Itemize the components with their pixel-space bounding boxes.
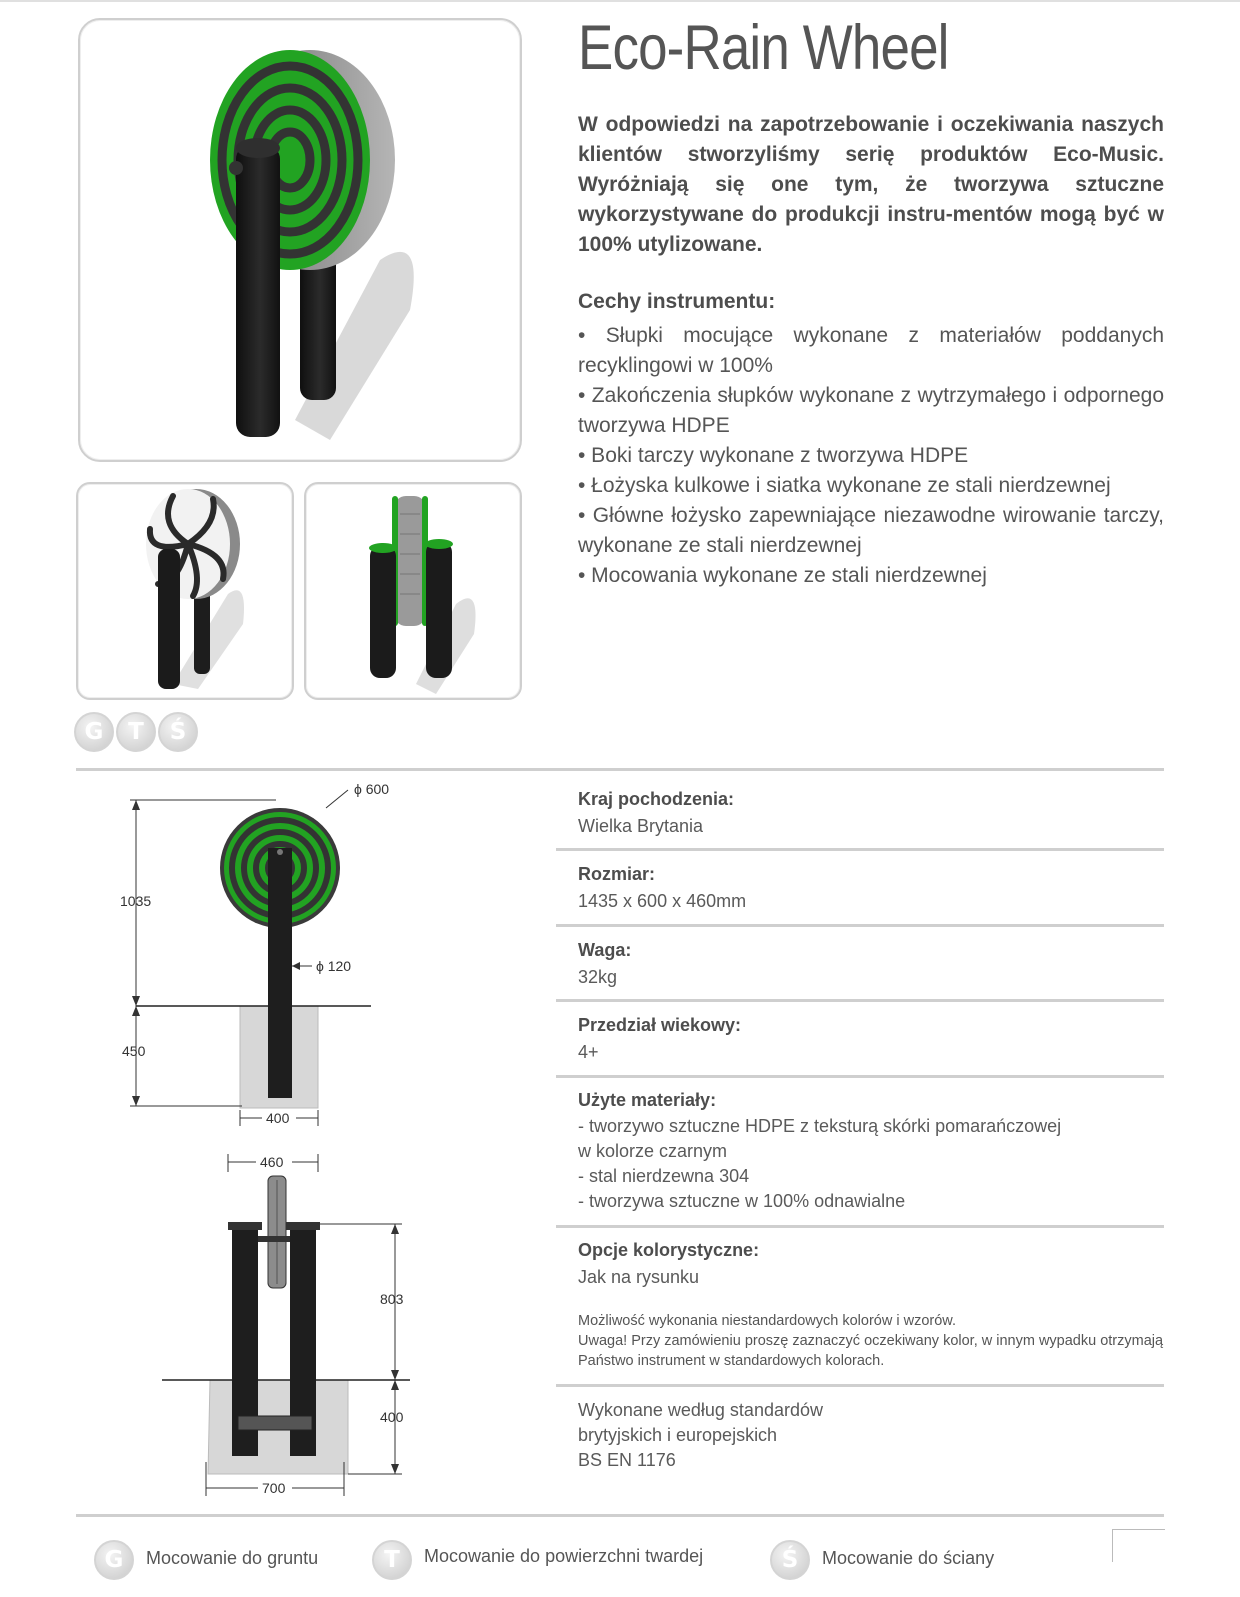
- thumbnail-side-view[interactable]: [304, 482, 522, 700]
- custom-colors-note: [578, 1311, 1164, 1371]
- footer-divider: [76, 1514, 1164, 1517]
- dim-wheel-width: 460: [260, 1154, 284, 1170]
- section-divider: [76, 768, 1164, 771]
- spec-age-label: Przedział wiekowy:: [578, 1015, 742, 1035]
- spec-divider: [556, 848, 1164, 851]
- spec-materials-value: - tworzywo sztuczne HDPE z teksturą skórki pomarańczowej w kolorze czarnym - stal nierdzewna 304 - tworzywa sztuczne w 100% odnawialne: [578, 1116, 1062, 1211]
- legend-wall-icon: Ś: [770, 1540, 810, 1580]
- spec-weight-value: 32kg: [578, 967, 618, 987]
- spec-divider: [556, 1075, 1164, 1078]
- spec-size-label: Rozmiar:: [578, 864, 656, 884]
- dim-wheel-diameter: ϕ 600: [354, 781, 390, 797]
- dim-post-height: 803: [380, 1291, 404, 1307]
- spec-divider: [556, 999, 1164, 1002]
- spec-origin-value: Wielka Brytania: [578, 816, 704, 836]
- badge-ground-mount-icon: G: [74, 712, 114, 752]
- rain-wheel-illustration: [80, 20, 520, 460]
- feature-item: • Łożyska kulkowe i siatka wykonane ze stali nierdzewnej: [578, 474, 1111, 497]
- page-title: Eco-Rain Wheel: [578, 13, 949, 83]
- thumbnail-white-wheel[interactable]: [76, 482, 294, 700]
- front-view-drawing: [76, 778, 462, 1130]
- feature-item: • Mocowania wykonane ze stali nierdzewnej: [578, 564, 987, 587]
- badge-hard-surface-mount-icon: T: [116, 712, 156, 752]
- dim-side-depth: 400: [380, 1409, 404, 1425]
- spec-origin-label: Kraj pochodzenia:: [578, 789, 735, 809]
- side-view-svg: [120, 1144, 480, 1504]
- dim-foundation-width: 400: [266, 1110, 290, 1126]
- features-list: [578, 321, 1164, 591]
- spec-colors-label: Opcje kolorystyczne:: [578, 1240, 760, 1260]
- white-wheel-illustration: [78, 484, 292, 698]
- legend-hard-surface-icon: T: [372, 1540, 412, 1580]
- legend-hard-surface-text: Mocowanie do powierzchni twardej: [424, 1546, 704, 1566]
- main-product-image: [78, 18, 522, 462]
- product-description: W odpowiedzi na zapotrzebowanie i oczekiwania naszych klientów stworzyliśmy serię produktów Eco-Music. Wyróżniają się one tym, że tworzywa sztuczne wykorzystywane do produkcji instru-mentów mogą być w 100% utylizowane.: [578, 113, 1164, 256]
- spec-divider: [556, 924, 1164, 927]
- feature-item: • Główne łożysko zapewniające niezawodne wirowanie tarczy, wykonane ze stali nierdzewnej: [578, 504, 1164, 557]
- feature-item: • Boki tarczy wykonane z tworzywa HDPE: [578, 444, 969, 467]
- dim-post-diameter: ϕ 120: [316, 958, 352, 974]
- spec-divider: [556, 1384, 1164, 1387]
- legend-ground-icon: G: [94, 1540, 134, 1580]
- features-heading: Cechy instrumentu:: [578, 290, 776, 313]
- dim-side-foundation-width: 700: [262, 1480, 286, 1496]
- spec-age-value: 4+: [578, 1042, 599, 1062]
- side-view-illustration: [306, 484, 520, 698]
- spec-materials-label: Użyte materiały:: [578, 1090, 717, 1110]
- note-line-1: Możliwość wykonania niestandardowych kolorów i wzorów.: [578, 1313, 956, 1329]
- side-view-drawing: [120, 1144, 480, 1504]
- dim-depth-below: 450: [122, 1043, 146, 1059]
- dim-height-above: 1035: [120, 893, 152, 909]
- spec-colors-value: Jak na rysunku: [578, 1267, 700, 1287]
- feature-item: • Zakończenia słupków wykonane z wytrzymałego i odpornego tworzywa HDPE: [578, 384, 1164, 437]
- legend-ground-text: Mocowanie do gruntu: [146, 1548, 319, 1568]
- spec-divider: [556, 1225, 1164, 1228]
- corner-mark: [1112, 1529, 1165, 1562]
- note-line-2: Uwaga! Przy zamówieniu proszę zaznaczyć oczekiwany kolor, w innym wypadku otrzymają Państwo instrument w standardowych kolorach.: [578, 1333, 1164, 1369]
- spec-size-value: 1435 x 600 x 460mm: [578, 891, 747, 911]
- legend-wall-text: Mocowanie do ściany: [822, 1548, 995, 1568]
- spec-weight-label: Waga:: [578, 940, 632, 960]
- feature-item: • Słupki mocujące wykonane z materiałów poddanych recyklingowi w 100%: [578, 324, 1164, 377]
- front-view-svg: [76, 778, 462, 1130]
- standards-text: Wykonane według standardów brytyjskich i europejskich BS EN 1176: [578, 1400, 823, 1470]
- badge-wall-mount-icon: Ś: [158, 712, 198, 752]
- top-border: [0, 0, 1240, 2]
